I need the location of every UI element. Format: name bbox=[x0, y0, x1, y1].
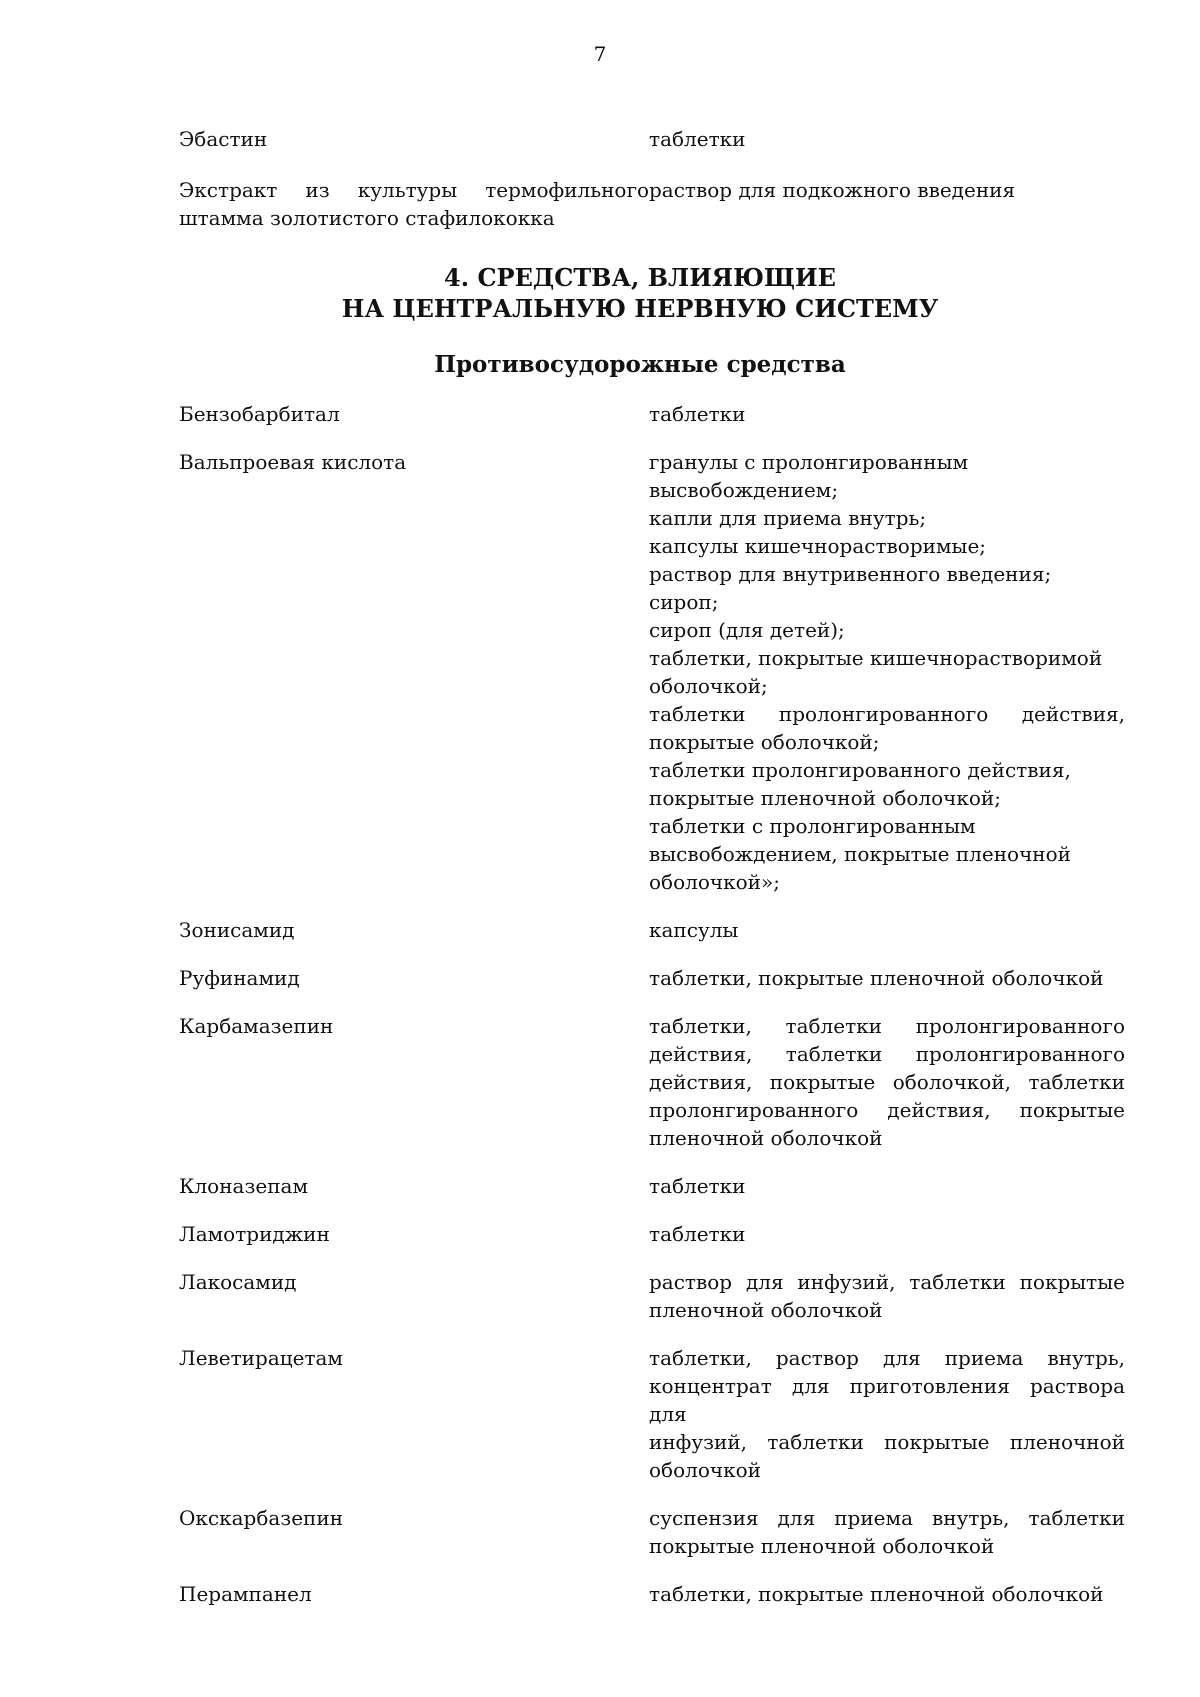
drug-row bbox=[179, 1172, 1131, 1200]
dosage-form-line: пленочной оболочкой bbox=[649, 1298, 883, 1322]
dosage-form-line: высвобождением; bbox=[649, 478, 839, 502]
drug-row bbox=[179, 1012, 1131, 1152]
drug-name: Окскарбазепин bbox=[179, 1506, 344, 1530]
drug-name: Бензобарбитал bbox=[179, 402, 340, 426]
dosage-form-line: суспензия для приема внутрь, таблетки bbox=[649, 1506, 1125, 1530]
dosage-forms bbox=[649, 400, 1125, 428]
section-title-line-2: НА ЦЕНТРАЛЬНУЮ НЕРВНУЮ СИСТЕМУ bbox=[341, 294, 939, 323]
dosage-form-line: высвобождением, покрытые пленочной bbox=[649, 842, 1072, 866]
dosage-form-line: оболочкой; bbox=[649, 674, 768, 698]
dosage-forms bbox=[649, 964, 1125, 992]
dosage-form-line: покрытые оболочкой; bbox=[649, 730, 880, 754]
dosage-forms bbox=[649, 1012, 1125, 1152]
dosage-forms bbox=[649, 448, 1125, 896]
drug-name: Лакосамид bbox=[179, 1270, 297, 1294]
dosage-form-line: гранулы с пролонгированным bbox=[649, 450, 969, 474]
dosage-form-line: таблетки bbox=[649, 127, 746, 151]
dosage-form-line: инфузий, таблетки покрытые пленочной bbox=[649, 1430, 1125, 1454]
anticonvulsants-drug-list bbox=[179, 400, 1131, 1608]
top-drug-list bbox=[179, 125, 1131, 232]
dosage-form-line: сироп; bbox=[649, 590, 719, 614]
dosage-forms bbox=[649, 176, 1125, 232]
dosage-forms bbox=[649, 125, 1125, 153]
dosage-form-line: концентрат для приготовления раствора для bbox=[649, 1374, 1125, 1426]
drug-row bbox=[179, 1580, 1131, 1608]
drug-row bbox=[179, 1344, 1131, 1484]
dosage-form-line: раствор для инфузий, таблетки покрытые bbox=[649, 1270, 1125, 1294]
dosage-form-line: таблетки, раствор для приема внутрь, bbox=[649, 1346, 1125, 1370]
dosage-forms bbox=[649, 916, 1125, 944]
dosage-forms bbox=[649, 1580, 1125, 1608]
section-title bbox=[149, 262, 1131, 324]
dosage-form-line: таблетки пролонгированного действия, bbox=[649, 702, 1125, 726]
dosage-form-line: действия, таблетки пролонгированного bbox=[649, 1042, 1125, 1066]
drug-row bbox=[179, 916, 1131, 944]
drug-name: Эбастин bbox=[179, 127, 268, 151]
drug-name: Клоназепам bbox=[179, 1174, 309, 1198]
drug-row bbox=[179, 400, 1131, 428]
drug-name: Экстракт из культуры термофильного штамма золотистого стафилококка bbox=[179, 178, 649, 230]
dosage-form-line: таблетки, покрытые пленочной оболочкой bbox=[649, 1582, 1104, 1606]
dosage-form-line: таблетки с пролонгированным bbox=[649, 814, 976, 838]
drug-row bbox=[179, 176, 1131, 232]
section-title-line-1: 4. СРЕДСТВА, ВЛИЯЮЩИЕ bbox=[444, 263, 836, 292]
dosage-form-line: таблетки bbox=[649, 1174, 746, 1198]
dosage-form-line: пленочной оболочкой bbox=[649, 1126, 883, 1150]
drug-name: Руфинамид bbox=[179, 966, 300, 990]
dosage-form-line: действия, покрытые оболочкой, таблетки bbox=[649, 1070, 1125, 1094]
dosage-form-line: капсулы bbox=[649, 918, 739, 942]
drug-row bbox=[179, 1504, 1131, 1560]
drug-name: Перампанел bbox=[179, 1582, 312, 1606]
dosage-form-line: капли для приема внутрь; bbox=[649, 506, 927, 530]
drug-name: Карбамазепин bbox=[179, 1014, 334, 1038]
dosage-form-line: раствор для подкожного введения bbox=[649, 178, 1016, 202]
dosage-form-line: капсулы кишечнорастворимые; bbox=[649, 534, 987, 558]
dosage-form-line: таблетки, покрытые кишечнорастворимой bbox=[649, 646, 1103, 670]
dosage-form-line: таблетки bbox=[649, 402, 746, 426]
dosage-forms bbox=[649, 1504, 1125, 1560]
dosage-form-line: таблетки, таблетки пролонгированного bbox=[649, 1014, 1125, 1038]
drug-row bbox=[179, 964, 1131, 992]
dosage-form-line: покрытые пленочной оболочкой; bbox=[649, 786, 1001, 810]
dosage-form-line: пролонгированного действия, покрытые bbox=[649, 1098, 1125, 1122]
drug-row bbox=[179, 448, 1131, 896]
drug-name: Ламотриджин bbox=[179, 1222, 330, 1246]
drug-name: Зонисамид bbox=[179, 918, 295, 942]
dosage-form-line: оболочкой»; bbox=[649, 870, 780, 894]
dosage-form-line: таблетки bbox=[649, 1222, 746, 1246]
drug-name: Вальпроевая кислота bbox=[179, 450, 407, 474]
drug-name: Леветирацетам bbox=[179, 1346, 343, 1370]
dosage-forms bbox=[649, 1344, 1125, 1484]
dosage-form-line: таблетки пролонгированного действия, bbox=[649, 758, 1071, 782]
document-content bbox=[179, 125, 1131, 1628]
dosage-form-line: оболочкой bbox=[649, 1458, 761, 1482]
dosage-forms bbox=[649, 1220, 1125, 1248]
page-number: 7 bbox=[593, 42, 607, 66]
drug-row bbox=[179, 1220, 1131, 1248]
dosage-form-line: раствор для внутривенного введения; bbox=[649, 562, 1052, 586]
dosage-forms bbox=[649, 1172, 1125, 1200]
subsection-title: Противосудорожные средства bbox=[434, 351, 846, 378]
dosage-form-line: таблетки, покрытые пленочной оболочкой bbox=[649, 966, 1104, 990]
dosage-form-line: сироп (для детей); bbox=[649, 618, 845, 642]
dosage-forms bbox=[649, 1268, 1125, 1324]
dosage-form-line: покрытые пленочной оболочкой bbox=[649, 1534, 995, 1558]
drug-row bbox=[179, 1268, 1131, 1324]
drug-row bbox=[179, 125, 1131, 153]
